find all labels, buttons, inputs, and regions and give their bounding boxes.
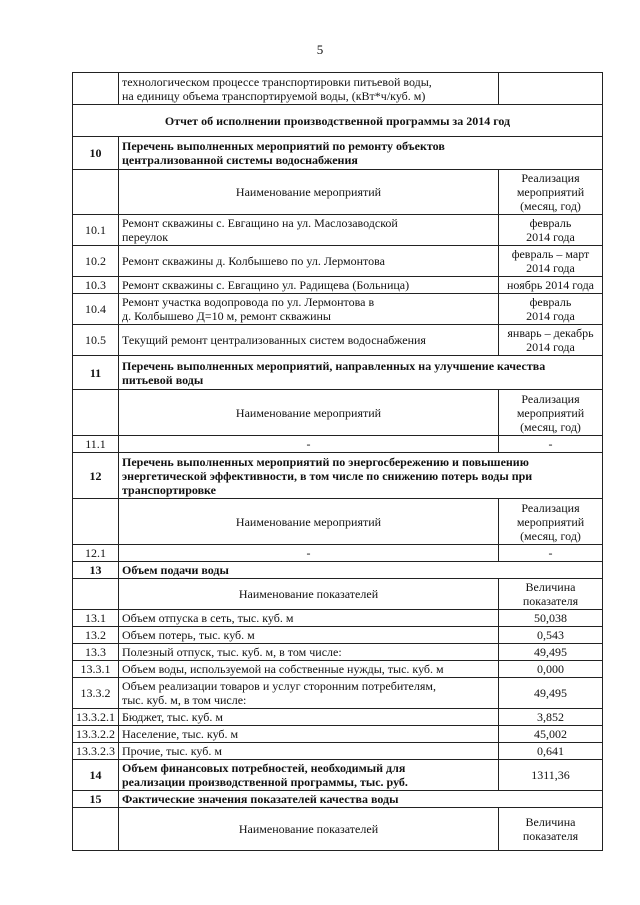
program-table bbox=[72, 72, 603, 851]
section-title: Перечень выполненных мероприятий по энергосбережению и повышению энергетической эффективности, в том числе по снижению потерь воды при транспортировке bbox=[119, 453, 603, 499]
section-title: Объем финансовых потребностей, необходимый для реализации производственной программы, тыс. руб. bbox=[119, 760, 499, 791]
section-title: Фактические значения показателей качества воды bbox=[119, 791, 603, 808]
table-row: 10.3 Ремонт скважины с. Евгащино ул. Радищева (Больница) ноябрь 2014 года bbox=[73, 277, 603, 294]
continued-text: технологическом процессе транспортировки питьевой воды, на единицу объема транспортируемой воды, (кВт*ч/куб. м) bbox=[119, 73, 499, 105]
column-header-name: Наименование мероприятий bbox=[119, 390, 499, 436]
section-number: 10 bbox=[73, 137, 119, 170]
column-header-realization: Реализация мероприятий (месяц, год) bbox=[499, 390, 603, 436]
table-row: 11.1 - - bbox=[73, 436, 603, 453]
section-title: Перечень выполненных мероприятий по ремонту объектов централизованной системы водоснабжения bbox=[119, 137, 603, 170]
table-row: 13.3.1 Объем воды, используемой на собственные нужды, тыс. куб. м 0,000 bbox=[73, 661, 603, 678]
table-row: 10.2 Ремонт скважины д. Колбышево по ул. Лермонтова февраль – март 2014 года bbox=[73, 246, 603, 277]
table-row: 13.3 Полезный отпуск, тыс. куб. м, в том числе: 49,495 bbox=[73, 644, 603, 661]
section-number: 13 bbox=[73, 562, 119, 579]
column-header-name: Наименование показателей bbox=[119, 808, 499, 851]
continued-row bbox=[73, 73, 603, 105]
column-header-name: Наименование мероприятий bbox=[119, 170, 499, 215]
section-number: 12 bbox=[73, 453, 119, 499]
section-title: Объем подачи воды bbox=[119, 562, 603, 579]
table-row: 10.4 Ремонт участка водопровода по ул. Лермонтова в д. Колбышево Д=10 м, ремонт скважины февраль 2014 года bbox=[73, 294, 603, 325]
table-row: 13.2 Объем потерь, тыс. куб. м 0,543 bbox=[73, 627, 603, 644]
section-number: 14 bbox=[73, 760, 119, 791]
column-header-name: Наименование мероприятий bbox=[119, 499, 499, 545]
column-header-value: Величина показателя bbox=[499, 808, 603, 851]
section-number: 15 bbox=[73, 791, 119, 808]
table-row: 10.1 Ремонт скважины с. Евгащино на ул. Маслозаводской переулок февраль 2014 года bbox=[73, 215, 603, 246]
report-title: Отчет об исполнении производственной программы за 2014 год bbox=[73, 105, 603, 137]
table-row: 13.3.2.2 Население, тыс. куб. м 45,002 bbox=[73, 726, 603, 743]
financial-needs-value: 1311,36 bbox=[499, 760, 603, 791]
table-row: 12.1 - - bbox=[73, 545, 603, 562]
table-row: 10.5 Текущий ремонт централизованных систем водоснабжения январь – декабрь 2014 года bbox=[73, 325, 603, 356]
section-number: 11 bbox=[73, 356, 119, 390]
column-header-value: Величина показателя bbox=[499, 579, 603, 610]
column-header-realization: Реализация мероприятий (месяц, год) bbox=[499, 170, 603, 215]
column-header-realization: Реализация мероприятий (месяц, год) bbox=[499, 499, 603, 545]
table-row: 13.3.2 Объем реализации товаров и услуг сторонним потребителям, тыс. куб. м, в том числе: 49,495 bbox=[73, 678, 603, 709]
page-number: 5 bbox=[316, 42, 324, 57]
table-row: 13.3.2.1 Бюджет, тыс. куб. м 3,852 bbox=[73, 709, 603, 726]
table-row: 13.3.2.3 Прочие, тыс. куб. м 0,641 bbox=[73, 743, 603, 760]
column-header-name: Наименование показателей bbox=[119, 579, 499, 610]
table-row: 13.1 Объем отпуска в сеть, тыс. куб. м 50,038 bbox=[73, 610, 603, 627]
section-title: Перечень выполненных мероприятий, направленных на улучшение качества питьевой воды bbox=[119, 356, 603, 390]
